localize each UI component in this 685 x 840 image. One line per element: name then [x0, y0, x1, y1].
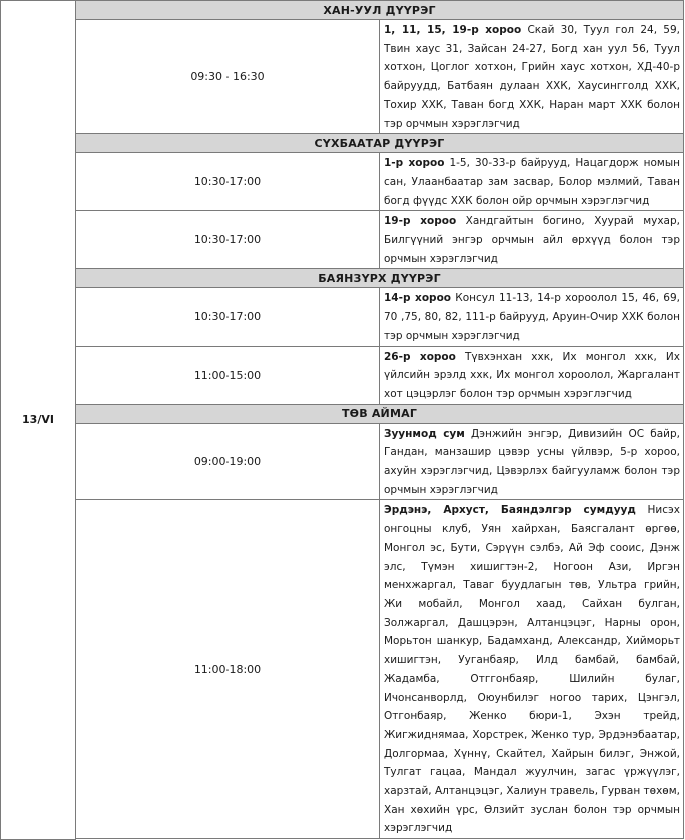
area-cell	[380, 288, 684, 346]
time-cell: 10:30-17:00	[76, 211, 380, 269]
table-row	[1, 346, 684, 404]
section-header: СҮХБААТАР ДҮҮРЭГ	[76, 134, 684, 153]
area-cell	[380, 20, 684, 134]
table-row	[1, 153, 684, 211]
time-cell: 11:00-15:00	[76, 346, 380, 404]
area-details: 1-5, 30-33-р байрууд, Нацагдорж номын сан, Улаанбаатар зам засвар, Болор мэлмий, Таван богд фүүдс ХХК болон ойр орчмын хэрэглэгчид	[384, 157, 681, 207]
area-details: Түвхэнхан ххк, Их монгол ххк, Их үйлсийн эрэлд ххк, Их монгол хороолол, Жаргалант хот цэцэрлэг болон тэр орчмын хэрэглэгчид	[384, 350, 680, 400]
area-cell	[380, 211, 684, 269]
time-cell: 11:00-18:00	[76, 500, 380, 839]
time-cell: 10:30-17:00	[76, 288, 380, 346]
area-details: Хандгайтын богино, Хуурай мухар, Билгүүний энгэр орчмын айл өрхүүд болон тэр орчмын хэрэглэгчид	[384, 215, 680, 265]
time-cell: 09:00-19:00	[76, 423, 380, 500]
area-name: 1, 11, 15, 19-р хороо	[384, 24, 522, 36]
area-name: 26-р хороо	[384, 350, 456, 363]
area-name: 19-р хороо	[384, 215, 457, 228]
area-cell	[380, 346, 684, 404]
table-row	[1, 500, 684, 839]
section-header: ТӨВ АЙМАГ	[76, 404, 684, 423]
table-row	[1, 423, 684, 500]
area-name: Эрдэнэ, Архуст, Баяндэлгэр сумдууд	[384, 504, 636, 517]
time-cell: 09:30 - 16:30	[76, 20, 380, 134]
table-row	[1, 211, 684, 269]
area-cell	[380, 500, 684, 839]
area-details: Консул 11-13, 14-р хороолол 15, 46, 69, 70 ,75, 80, 82, 111-р байрууд, Аруин-Очир ХХК болон тэр орчмын хэрэглэгчид	[384, 292, 681, 342]
section-header-row	[1, 1, 684, 20]
section-header-row	[1, 269, 684, 288]
section-header: ХАН-УУЛ ДҮҮРЭГ	[76, 1, 684, 20]
area-details: Нисэх онгоцны клуб, Уян хайрхан, Баясгалант өргөө, Монгол эс, Бути, Сэрүүн сэлбэ, Ай Эф сооис, Дэнж элс, Түмэн хишигтэн-2, Ногоон Ази, Иргэн менхжаргал, Таваг буудлагын төв, Ультра грийн, Жи мобайл, Монгол хаад, Сайхан булган, Золжаргал, Дашцэрэн, Алтанцэцэг, Нарны орон, Морьтон шанкур, Бадамханд, Александр, Хийморьт хишигтэн, Ууганбаяр, Илд бамбай, бамбай, Жадамба, Отггонбаяр, Шилийн булаг, Ичонсанворлд, Оюунбилэг ногоо тарих, Цэнгэл, Отгонбаяр, Женко бюри-1, Эхэн трейд, Жигжиднямаа, Хорстрек, Женко тур, Эрдэнэбаатар, Долгормаа, Хүннү, Скайтел, Хайрын билэг, Энжой, Тулгат гацаа, Мандал жуулчин, загас үржүүлэг, харзтай, Алтанцэцэг, Халиун травель, Гурван төхөм, Хан хөхийн үрс, Өлзийт зуслан болон тэр орчмын хэрэглэгчид	[384, 504, 680, 835]
section-header-row	[1, 404, 684, 423]
area-name: 1-р хороо	[384, 157, 445, 170]
area-name: 14-р хороо	[384, 292, 451, 305]
area-details: Скай 30, Туул гол 24, 59, Твин хаус 31, Зайсан 24-27, Богд хан уул 56, Туул хотхон, Цоглог хотхон, Грийн хаус хотхон, ХД-40-р байруудд, Батбаян дулаан ХХК, Хаусингголд ХХК, Тохир ХХК, Таван богд ХХК, Наран март ХХК болон тэр орчмын хэрэглэгчид	[384, 24, 680, 130]
area-cell	[380, 153, 684, 211]
area-details: Дэнжийн энгэр, Дивизийн ОС байр, Гандан, манзашир цэвэр усны үйлвэр, 5-р хороо, ахуйн хэрэглэгчид, Цэвэрлэх байгууламж болон тэр орчмын хэрэглэгчид	[384, 427, 680, 496]
area-cell	[380, 423, 684, 500]
area-name: Зуунмод сум	[384, 427, 465, 440]
spacer-cell	[76, 839, 684, 840]
time-cell: 10:30-17:00	[76, 153, 380, 211]
date-cell: 13/VI	[1, 1, 76, 840]
section-header: БАЯНЗҮРХ ДҮҮРЭГ	[76, 269, 684, 288]
section-header-row	[1, 134, 684, 153]
table-row	[1, 288, 684, 346]
spacer-row	[1, 839, 684, 840]
table-row	[1, 20, 684, 134]
